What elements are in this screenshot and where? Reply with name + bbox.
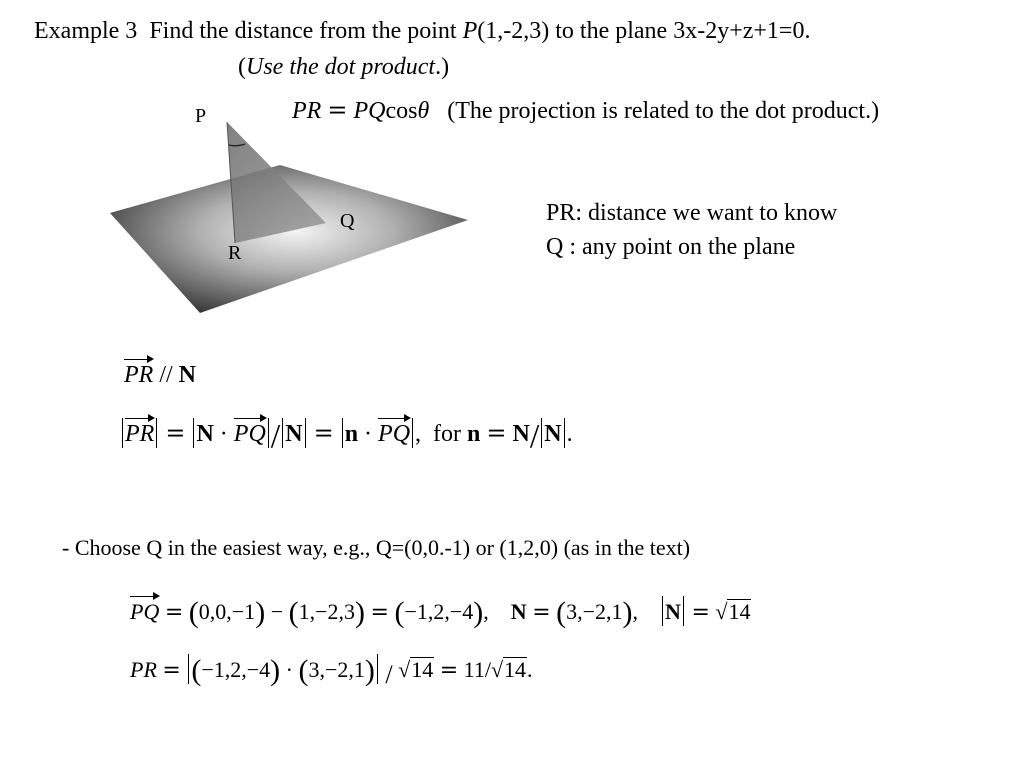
abs-bar <box>156 418 157 448</box>
normal-n: N <box>196 421 214 447</box>
projection-note: (The projection is related to the dot product.) <box>447 98 880 124</box>
abs-bar <box>662 596 663 626</box>
pq-term: PQ <box>353 98 386 124</box>
abs-bar <box>122 418 123 448</box>
equals-sign: = <box>327 96 348 124</box>
sqrt-radicand: 14 <box>411 657 434 682</box>
abs-bar <box>305 418 306 448</box>
cos-term: cos <box>385 98 418 124</box>
dot-operator: · <box>364 421 373 447</box>
equals-sign: = <box>486 419 507 447</box>
normal-n: N <box>512 421 530 447</box>
pq-result: −1,2,−4 <box>404 599 474 624</box>
hint-close: .) <box>435 54 450 80</box>
label-q: Q <box>340 210 355 232</box>
sqrt-symbol: √ <box>715 599 728 624</box>
abs-bar <box>268 418 269 448</box>
division-slash: / <box>385 660 393 689</box>
vector-pq: PQ <box>378 421 411 447</box>
example-title <box>34 18 810 45</box>
for-word: for <box>433 421 462 447</box>
equals-sign: = <box>162 658 181 683</box>
equals-sign: = <box>370 600 389 625</box>
definition-pr: PR: distance we want to know <box>546 200 838 226</box>
minus-sign: − <box>270 599 284 624</box>
unit-n: n <box>467 421 481 447</box>
pq-vector: −1,2,−4 <box>201 657 271 682</box>
abs-bar <box>282 418 283 448</box>
vector-pq: PQ <box>233 421 266 447</box>
period: . <box>566 421 573 447</box>
p-point: 1,−2,3 <box>298 599 356 624</box>
label-r: R <box>228 242 242 264</box>
dot-operator: · <box>219 421 228 447</box>
choose-q-text: - Choose Q in the easiest way, e.g., Q=(0,0.-1) or (1,2,0) (as in the text) <box>62 535 691 560</box>
pr-term: PR <box>292 98 322 124</box>
parallel-statement <box>124 362 196 389</box>
pq-calculation: PQ = (0,0,−1) − (1,−2,3) = (−1,2,−4), N = (3,−2,1), N = √14 <box>130 596 751 629</box>
division-slash: / <box>529 418 540 455</box>
vector-pr: PR <box>124 362 154 388</box>
normal-n: N <box>510 599 527 624</box>
numerator: 11/ <box>463 657 491 682</box>
distance-formula: PR = N · PQ / N = n · PQ , for n = N/ N . <box>120 418 573 448</box>
sqrt-radicand: 14 <box>504 657 527 682</box>
unit-n: n <box>344 421 359 447</box>
sqrt-symbol: √ <box>490 657 504 682</box>
normal-n: N <box>285 421 303 447</box>
abs-bar <box>377 654 378 684</box>
problem-text: Find the distance from the point <box>149 18 457 44</box>
abs-bar <box>342 418 343 448</box>
abs-bar <box>683 596 684 626</box>
abs-bar <box>412 418 413 448</box>
normal-components: 3,−2,1 <box>566 599 623 624</box>
theta-symbol: θ <box>417 98 430 124</box>
sqrt-radicand: 14 <box>728 599 751 624</box>
parallel-operator: // <box>159 362 173 388</box>
abs-bar <box>193 418 194 448</box>
abs-bar <box>188 654 189 684</box>
hint-open: ( <box>238 54 246 80</box>
label-p: P <box>195 105 207 127</box>
vector-pr-abs: PR <box>125 421 155 447</box>
division-slash: / <box>270 418 281 455</box>
q-point: 0,0,−1 <box>198 599 256 624</box>
equals-sign: = <box>691 600 710 625</box>
equals-sign: = <box>532 600 551 625</box>
normal-n: N <box>665 599 681 624</box>
pr-calculation: PR = (−1,2,−4) · (3,−2,1) / √14 = 11/√14. <box>130 654 533 689</box>
plane-figure <box>100 95 490 325</box>
normal-vector: N <box>178 362 197 388</box>
equals-sign: = <box>164 600 184 625</box>
vector-pq: PQ <box>130 599 160 624</box>
pr-term: PR <box>130 657 157 682</box>
equals-sign: = <box>165 419 186 447</box>
equals-sign: = <box>313 419 334 447</box>
example-label: Example 3 <box>34 18 138 44</box>
hint-text: Use the dot product <box>246 54 436 80</box>
period: . <box>527 657 533 682</box>
normal-n: N <box>544 421 562 447</box>
projection-formula <box>292 96 879 125</box>
abs-bar <box>564 418 565 448</box>
normal-components: 3,−2,1 <box>308 657 365 682</box>
sqrt-symbol: √ <box>398 657 411 682</box>
hint-line <box>238 54 449 81</box>
definition-q: Q : any point on the plane <box>546 234 796 260</box>
dot-operator: · <box>285 657 293 682</box>
abs-bar <box>541 418 542 448</box>
point-coords: (1,-2,3) to the plane 3x-2y+z+1=0. <box>477 18 811 44</box>
equals-sign: = <box>439 658 459 683</box>
point-name: P <box>462 18 478 44</box>
